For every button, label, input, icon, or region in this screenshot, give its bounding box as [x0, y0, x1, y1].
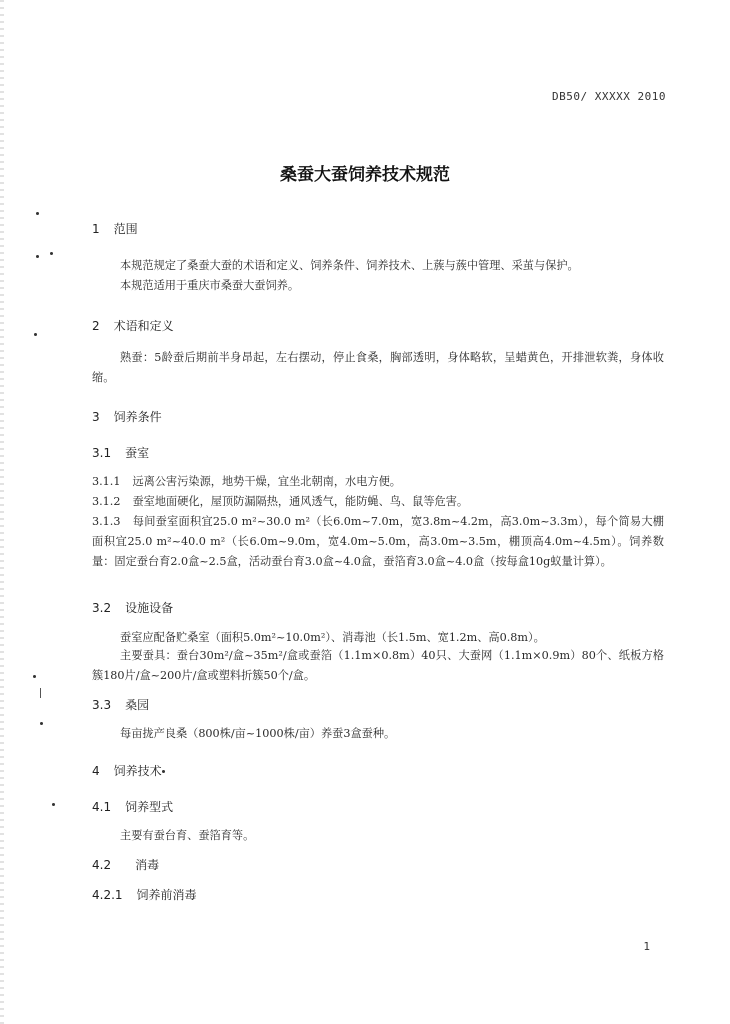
item-3-1-3 [92, 512, 664, 572]
section-number: 4 [92, 764, 100, 778]
mulberry-field-paragraph: 每亩拢产良桑（800株/亩~1000株/亩）养蚕3盒蚕种。 [120, 727, 396, 740]
scan-speck [50, 252, 53, 255]
scan-speck [40, 688, 41, 698]
scan-edge-noise [0, 0, 4, 1024]
section-title: 饲养前消毒 [136, 888, 197, 902]
scan-speck [33, 675, 36, 678]
subsection-3-3-heading [92, 696, 149, 713]
section-number: 3.1 [92, 446, 112, 460]
scan-speck [40, 722, 43, 725]
section-title: 消毒 [135, 858, 160, 872]
item-number: 3.1.1 [92, 475, 121, 488]
item-3-1-1 [92, 472, 401, 491]
section-title: 桑园 [125, 698, 150, 712]
scan-speck [36, 255, 39, 258]
subsection-4-2-1-heading [92, 886, 197, 903]
scan-speck [34, 333, 37, 336]
subsection-4-2-heading [92, 856, 159, 873]
section-number: 3.3 [92, 698, 112, 712]
section-number: 2 [92, 319, 100, 333]
page-number: 1 [643, 940, 650, 953]
scan-speck [52, 803, 55, 806]
section-number: 1 [92, 222, 100, 236]
item-3-1-2 [92, 492, 468, 511]
section-number: 4.1 [92, 800, 112, 814]
section-2-heading [92, 317, 174, 334]
document-code: DB50/ XXXXX 2010 [552, 90, 666, 103]
facilities-paragraph-1: 蚕室应配备贮桑室（面积5.0m²~10.0m²）、消毒池（长1.5m、宽1.2m、高0.8m）。 [120, 631, 545, 644]
section-title: 术语和定义 [113, 319, 174, 333]
subsection-4-1-heading [92, 798, 173, 815]
subsection-3-2-heading [92, 599, 173, 616]
section-title: 饲养技术 [113, 764, 162, 778]
item-number: 3.1.2 [92, 495, 121, 508]
subsection-3-1-heading [92, 444, 149, 461]
item-text: 每间蚕室面积宜25.0 m²~30.0 m²（长6.0m~7.0m，宽3.8m~4.2m，高3.0m~3.3m），每个简易大棚面积宜25.0 m²~40.0 m²（长6.0m~9.0m，宽4.0m~5.0m，高3.0m~3.5m，棚顶高4.0m~4.5m）。饲养数量：固定蚕台育2.0盒~2.5盒，活动蚕台育3.0盒~4.0盒，蚕箔育3.0盒~4.0盒（按每盒10g蚁量计算）。 [92, 515, 664, 568]
section-number: 3.2 [92, 601, 112, 615]
item-number: 3.1.3 [92, 515, 121, 528]
scope-line-2: 本规范适用于重庆市桑蚕大蚕饲养。 [120, 279, 300, 292]
section-3-heading [92, 408, 162, 425]
section-title: 蚕室 [125, 446, 150, 460]
document-title: 桑蚕大蚕饲养技术规范 [280, 165, 450, 185]
scope-line-1: 本规范规定了桑蚕大蚕的术语和定义、饲养条件、饲养技术、上蔟与蔟中管理、采茧与保护。 [120, 259, 579, 272]
section-number: 3 [92, 410, 100, 424]
section-title: 饲养条件 [113, 410, 162, 424]
scan-speck [162, 770, 165, 773]
item-text: 蚕室地面硬化，屋顶防漏隔热，通风透气，能防蝇、鸟、鼠等危害。 [132, 495, 469, 508]
definition-paragraph: 熟蚕：5龄蚕后期前半身昂起，左右摆动，停止食桑，胸部透明，身体略软，呈蜡黄色，开排泄软粪，身体收缩。 [92, 351, 664, 384]
section-number: 4.2.1 [92, 888, 123, 902]
section-title: 范围 [113, 222, 138, 236]
section-1-heading [92, 220, 138, 237]
section-number: 4.2 [92, 858, 112, 872]
item-text: 远离公害污染源，地势干燥，宜坐北朝南，水电方便。 [132, 475, 401, 488]
facilities-paragraph-2: 主要蚕具：蚕台30m²/盒~35m²/盒或蚕箔（1.1m×0.8m）40只、大蚕网（1.1m×0.9m）80个、纸板方格簇180片/盒~200片/盒或塑料折簇50个/盒。 [92, 649, 664, 682]
section-title: 设施设备 [125, 601, 174, 615]
section-title: 饲养型式 [125, 800, 174, 814]
rearing-type-paragraph: 主要有蚕台育、蚕箔育等。 [120, 829, 255, 842]
section-4-heading [92, 762, 162, 779]
scan-speck [36, 212, 39, 215]
